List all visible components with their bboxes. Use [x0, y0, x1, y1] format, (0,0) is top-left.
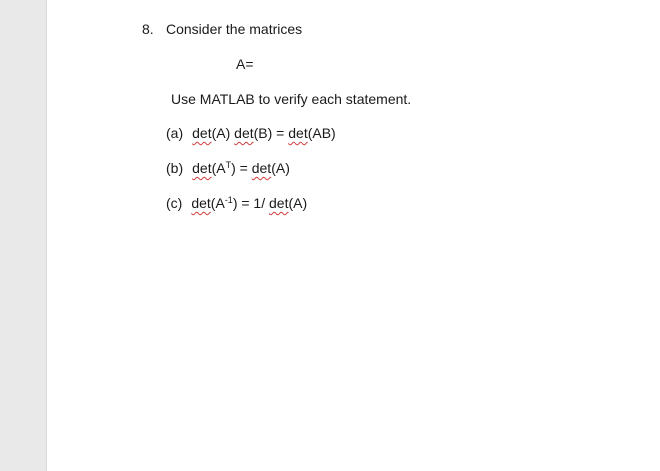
superscript: -1 [224, 195, 233, 205]
spellcheck-word[interactable]: det [269, 195, 289, 211]
statement-b [166, 159, 290, 177]
statement-c [166, 194, 307, 212]
statement-text: (A) [288, 195, 308, 211]
statement-text: (A [210, 195, 225, 211]
statement-text: ) = 1/ [232, 195, 269, 211]
statement-a [166, 124, 336, 142]
statement-text: (A) [211, 125, 235, 141]
statement-tag: (c) [166, 195, 183, 211]
statement-text: (A [211, 160, 226, 176]
question-number: 8. [142, 21, 154, 37]
spellcheck-word[interactable]: det [192, 125, 212, 141]
left-margin-gutter [0, 0, 47, 471]
spellcheck-word[interactable]: det [288, 125, 308, 141]
statement-text: (A) [271, 160, 290, 176]
statement-text: (AB) [307, 125, 336, 141]
statement-tag: (a) [166, 125, 184, 141]
instruction-text: Use MATLAB to verify each statement. [171, 91, 412, 107]
spellcheck-word[interactable]: det [251, 160, 272, 176]
statement-tag: (b) [166, 160, 184, 176]
document-page[interactable] [47, 0, 660, 471]
spellcheck-word[interactable]: det [192, 160, 212, 176]
spellcheck-word[interactable]: det [234, 125, 254, 141]
question-text: Consider the matrices [166, 21, 303, 37]
superscript: T [225, 160, 232, 170]
statement-text: ) = [231, 160, 252, 176]
statement-text: (B) = [253, 125, 289, 141]
matrix-label: A= [236, 56, 254, 72]
spellcheck-word[interactable]: det [191, 195, 211, 211]
